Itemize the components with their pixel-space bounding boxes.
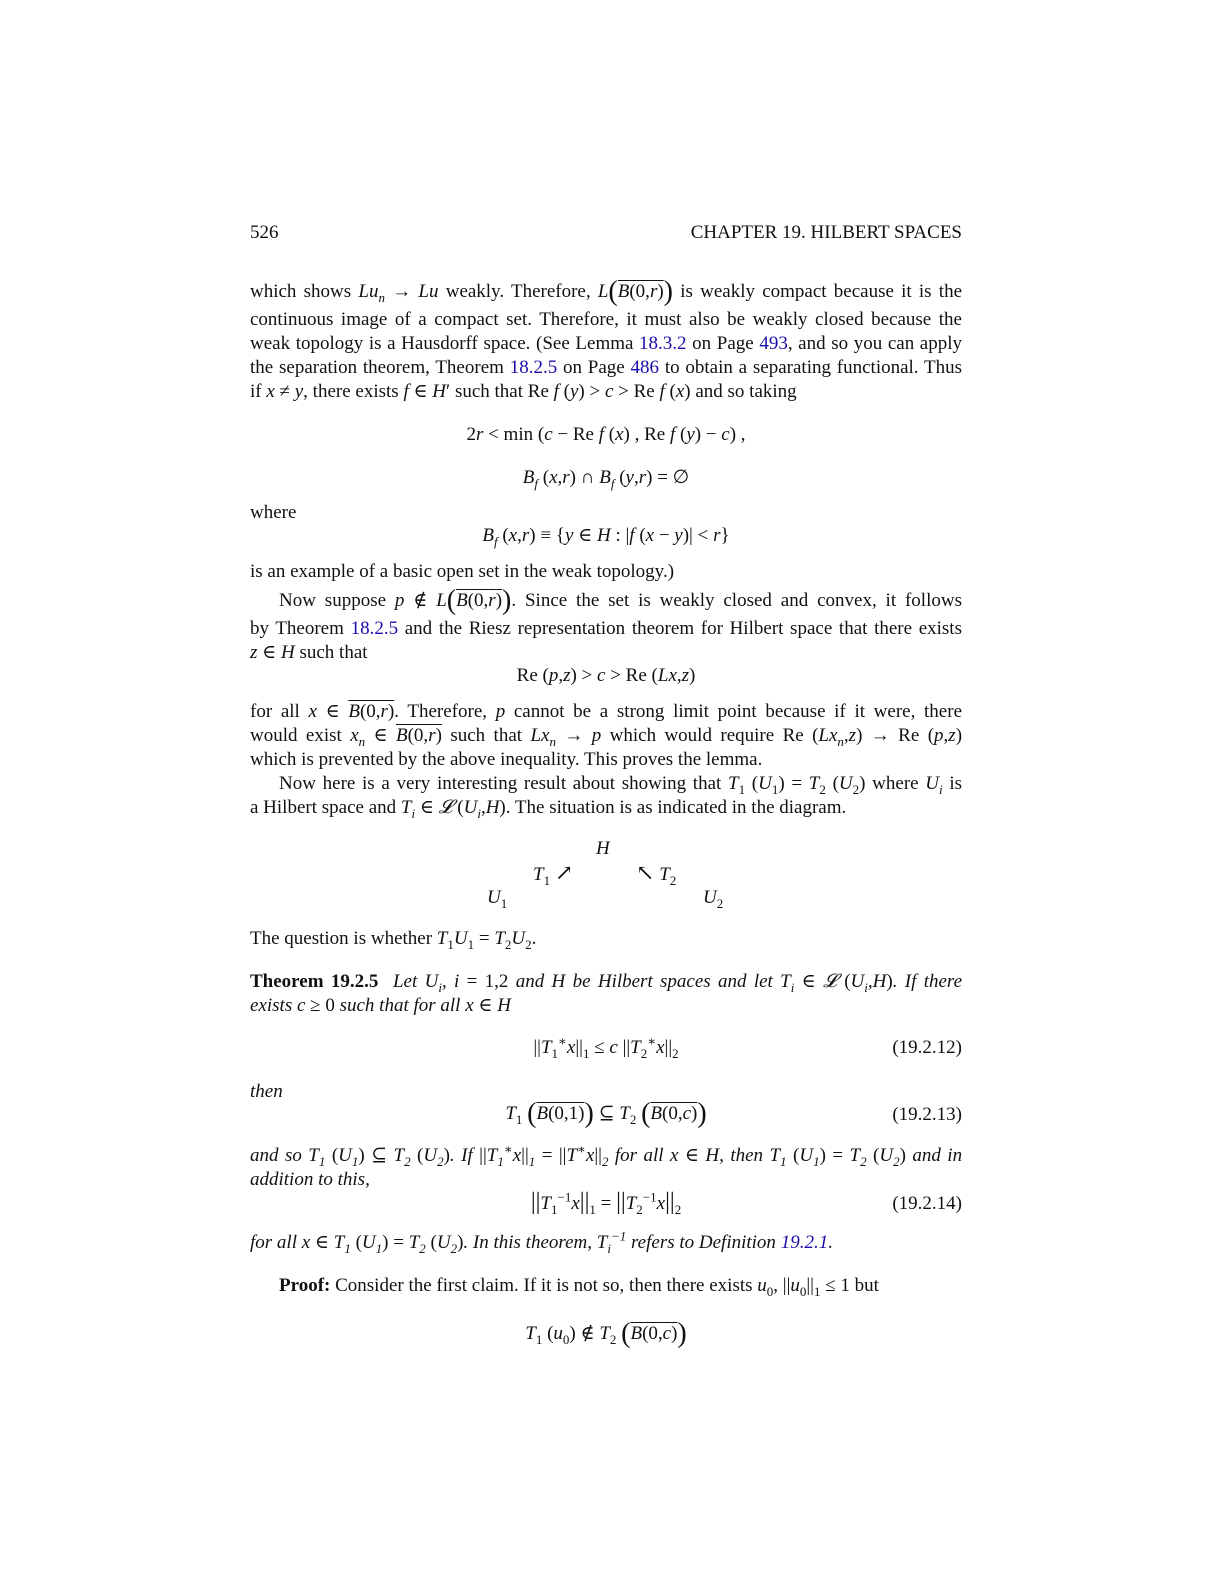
display-equation: $T_1$ $(u_0)$ ∉ $T_2$ (B(0,c)) [525, 1318, 687, 1349]
text-run: is weakly compact because it is the [673, 281, 963, 302]
equation-number: (19.2.12) [892, 1037, 962, 1058]
proof-line: Proof: Consider the first claim. If it is not so, then there exists $u_0$, $||u_0||_1 \le 1$ but [279, 1275, 879, 1299]
paragraph-line: if x ≠ y, there exists f ∈ H′ such that Re f (y) > c > Re f (x) and so taking [250, 381, 797, 402]
paragraph-line: which shows $Lu_n \to Lu$ weakly. Therefore, L(B(0,r)) is weakly compact because it is the [250, 276, 963, 307]
paragraph-line: z ∈ H such that [250, 642, 368, 663]
text-run: and so [250, 1145, 309, 1166]
theorem-label: Theorem 19.2.5 [250, 971, 379, 992]
diagram-arrow-t1: $T_1$ ↗ [533, 860, 574, 888]
text-run: . If [449, 1145, 480, 1166]
text-run: . In this theorem, [463, 1232, 597, 1253]
paragraph-line: continuous image of a compact set. Therefore, it must also be weakly closed because the [250, 309, 962, 330]
theorem-link[interactable]: 18.2.5 [350, 618, 399, 639]
text-run: , and so you can apply [787, 333, 963, 354]
theorem-link[interactable]: 18.2.5 [509, 357, 558, 378]
equation-number: (19.2.13) [892, 1104, 962, 1125]
text-run: would exist [250, 725, 351, 746]
text-run: which shows [250, 281, 359, 302]
text-run: Now here is a very interesting result about showing that [279, 773, 728, 794]
text-run: refers to Definition [626, 1232, 781, 1253]
diagram-arrow-t2: ↖ $T_2$ [636, 860, 677, 888]
text-run: and H be Hilbert spaces and let [508, 971, 781, 992]
where-label: where [250, 502, 297, 523]
text-run: The question is whether [250, 928, 437, 949]
paragraph-line [250, 356, 962, 380]
equation-number: (19.2.14) [892, 1193, 962, 1214]
display-equation: $||T_1^{-1}x||_1 = ||T_2^{-1}x||_2$ (19.2.14) [530, 1189, 962, 1217]
text-run: . Therefore, [394, 701, 496, 722]
text-run: and in [905, 1145, 963, 1166]
proof-label: Proof: [279, 1275, 331, 1296]
text-run: on Page [686, 333, 760, 354]
paragraph-line: is an example of a basic open set in the weak topology.) [250, 561, 675, 582]
text-run: such that for all [334, 995, 466, 1016]
theorem-line: for all x ∈ $T_1$ $(U_1) = T_2$ $(U_2)$. In this theorem, $T_i^{-1}$ refers to Definition 19.2.1. [250, 1228, 833, 1256]
paragraph-line [250, 332, 962, 356]
display-equation: $B_f$ (x,r) ∩ $B_f$ (y,r) = ∅ [522, 467, 690, 491]
running-title: CHAPTER 19. HILBERT SPACES [690, 222, 962, 243]
text-run: and so taking [690, 381, 797, 402]
display-equation: 2r < min (c − Re f (x) , Re f (y) − c) , [466, 424, 746, 445]
text-run: weak topology is a Hausdorff space. (See Lemma [250, 333, 640, 354]
text-run: for all [608, 1145, 670, 1166]
text-run: a Hilbert space and [250, 797, 401, 818]
page-number: 526 [250, 222, 279, 243]
text-run: , then [719, 1145, 770, 1166]
paragraph-line: Now suppose p ∉ L(B(0,r)). Since the set is weakly closed and convex, it follows [279, 585, 962, 616]
paragraph-line: which is prevented by the above inequality. This proves the lemma. [250, 749, 763, 770]
text-run: which would require [601, 725, 783, 746]
text-run: but [849, 1275, 879, 1296]
paragraph-line: Now here is a very interesting result about showing that $T_1$ $(U_1) = T_2$ $(U_2)$ where $U_i$ is [279, 773, 963, 797]
text-run: and the Riesz representation theorem for Hilbert space that there exists [398, 618, 962, 639]
text-run: . The situation is as indicated in the diagram. [505, 797, 847, 818]
paragraph-line [250, 617, 962, 641]
theorem-line: exists c ≥ 0 such that for all x ∈ H [250, 995, 511, 1016]
text-run: is [942, 773, 963, 794]
text-run: where [865, 773, 926, 794]
text-run: cannot be a strong limit point because if it were, there [505, 701, 962, 722]
theorem-line: addition to this, [250, 1169, 370, 1190]
then-label: then [250, 1081, 283, 1102]
paragraph-line: would exist $x_n$ ∈ B(0,r) such that $Lx_n \to p$ which would require Re $(Lx_n,z) \to Re$ (p,z) [250, 725, 963, 749]
text-run: such that [450, 381, 528, 402]
lemma-link[interactable]: 18.3.2 [639, 333, 687, 354]
text-run: to obtain a separating functional. Thus [659, 357, 963, 378]
text-run: for all [250, 1232, 302, 1253]
diagram-node-h: H [596, 838, 610, 859]
text-run: on Page [557, 357, 631, 378]
text-run: . Since the set is weakly closed and convex, it follows [511, 590, 962, 611]
page-link[interactable]: 486 [630, 357, 660, 378]
text-run: Consider the first claim. If it is not so, then there exists [330, 1275, 758, 1296]
text-run: , there exists [303, 381, 404, 402]
theorem-line: and so $T_1$ $(U_1)$ ⊆ $T_2$ $(U_2)$. If $||T_1^∗x||_1 = ||T^∗x||_2$ for all x ∈ H, then $T_1$ $(U_1) = T_2$ $(U_2)$ and in [250, 1141, 963, 1169]
paragraph-line: for all x ∈ B(0,r). Therefore, p cannot be a strong limit point because if it were, there [250, 701, 962, 722]
text-run: by Theorem [250, 618, 351, 639]
text-run: exists [250, 995, 297, 1016]
display-equation: $B_f$ (x,r) ≡ {y ∈ H : |f (x − y)| < r} [482, 525, 730, 549]
diagram-node-u1: $U_1$ [487, 887, 508, 911]
text-run: for all [250, 701, 309, 722]
paragraph-line: The question is whether $T_1U_1 = T_2U_2$. [250, 928, 537, 952]
text-run: . [531, 928, 537, 949]
text-run: the separation theorem, Theorem [250, 357, 510, 378]
text-run: if [250, 381, 267, 402]
page-link[interactable]: 493 [759, 333, 788, 354]
theorem-line: Theorem 19.2.5 Let $U_i$, i = 1,2 and H be Hilbert spaces and let $T_i$ ∈ 𝓛 $(U_i,H)$. If there [250, 971, 963, 995]
diagram-node-u2: $U_2$ [703, 887, 724, 911]
display-equation: Re (p,z) > c > Re (Lx,z) [516, 665, 696, 686]
text-run: such that [441, 725, 531, 746]
display-equation: $||T_1^∗x||_1 \le c$ $||T_2^∗x||_2$ (19.2.12) [533, 1033, 962, 1061]
text-run: . If there [892, 971, 963, 992]
definition-link[interactable]: 19.2.1 [780, 1232, 829, 1253]
paragraph-line: a Hilbert space and $T_i$ ∈ 𝓛 $(U_i,H)$. The situation is as indicated in the diagram. [250, 797, 847, 821]
text-run: such that [294, 642, 368, 663]
text-run: Let [392, 971, 425, 992]
text-run: Now suppose [279, 590, 395, 611]
text-run: weakly. Therefore, [438, 281, 598, 302]
display-equation: $T_1$ (B(0,1)) ⊆ $T_2$ (B(0,c)) (19.2.13) [505, 1098, 962, 1129]
